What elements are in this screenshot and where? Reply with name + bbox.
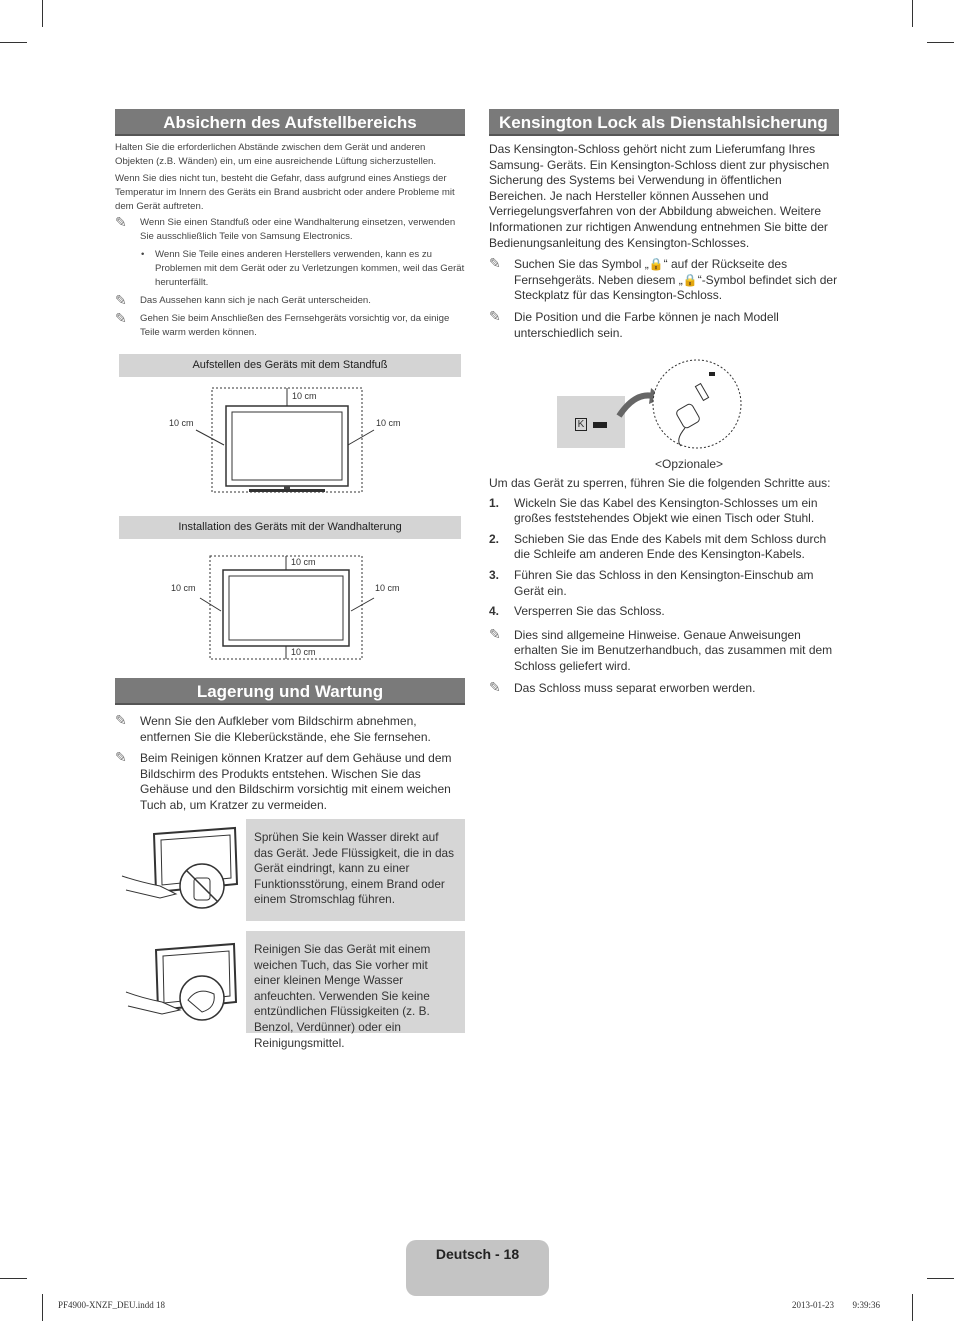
step-item <box>489 532 839 563</box>
note <box>115 751 465 813</box>
crop-mark <box>927 42 954 43</box>
note-text: Dies sind allgemeine Hinweise. Genaue Anweisungen erhalten Sie im Benutzerhandbuch, das zusammen mit dem Schloss geliefert wird. <box>514 627 833 673</box>
note <box>115 216 465 244</box>
wipe-cloth-illustration <box>122 938 242 1028</box>
crop-mark <box>42 0 43 27</box>
bullet-item: • Wenn Sie Teile eines anderen Herstellers verwenden, kann es zu Problemen mit dem Gerät oder zu Verletzungen kommen, weil das Gerät herunterfällt. <box>115 248 465 290</box>
note-text: Das Schloss muss separat erworben werden. <box>514 680 756 695</box>
pencil-note-icon: ✎ <box>115 292 127 308</box>
step-item <box>489 568 839 599</box>
crop-mark <box>927 1278 954 1279</box>
paragraph: Wenn Sie dies nicht tun, besteht die Gefahr, dass aufgrund eines Anstiegs der Temperatur im Innern des Geräts ein Brand ausbricht oder andere Probleme mit dem Gerät auftreten. <box>115 173 455 212</box>
paragraph: Das Kensington-Schloss gehört nicht zum Lieferumfang Ihres Samsung- Geräts. Ein Kensington-Schloss dient zur physischen Sicherung des Systems bei Verwendung in öffentlichen Bereichen. Je nach Hersteller können Aussehen und Verriegelungsverfahren von der Abbildung abweichen. Weitere Informationen zur richtigen Anwendung entnehmen Sie bitte der Bedienungsanleitung des Kensington-Schlosses. <box>489 142 830 250</box>
no-spray-illustration <box>120 824 240 914</box>
kensington-lock-illustration <box>555 356 745 454</box>
crop-mark <box>912 0 913 27</box>
note-text: Gehen Sie beim Anschließen des Fernsehgeräts vorsichtig vor, da einige Teile warm werden können. <box>140 313 450 338</box>
note-text: Die Position und die Farbe können je nach Modell unterschiedlich sein. <box>514 309 779 340</box>
note-text: Wenn Sie einen Standfuß oder eine Wandhalterung einsetzen, verwenden Sie ausschließlich Teile von Samsung Electronics. <box>140 217 456 242</box>
steps-intro: Um das Gerät zu sperren, führen Sie die folgenden Schritte aus: <box>489 476 831 490</box>
info-card-wipe: Reinigen Sie das Gerät mit einem weichen Tuch, das Sie vorher mit einer kleinen Menge Wasser anfeuchten. Verwenden Sie keine entzündlichen Flüssigkeiten (z. B. Benzol, Verdünner) oder ein Reinigungsmittel. <box>246 931 465 1033</box>
footer-timestamp: 2013-01-23 ￿￿ 9:39:36 <box>792 1300 880 1310</box>
footer-filename: PF4900-XNZF_DEU.indd 18 <box>58 1300 166 1310</box>
dimension-label: 10 cm <box>375 583 400 593</box>
crop-mark <box>0 42 27 43</box>
left-column <box>115 109 465 340</box>
pencil-note-icon: ✎ <box>115 749 127 766</box>
note <box>115 312 465 340</box>
paragraph: Halten Sie die erforderlichen Abstände zwischen dem Gerät und anderen Objekten (z.B. Wänden) ein, um eine ausreichende Lüftung sicherzustellen. <box>115 142 437 167</box>
optional-label: <Opzionale> <box>655 457 724 471</box>
step-text: Wickeln Sie das Kabel des Kensington-Schlosses um ein großes feststehendes Objekt wie einen Tisch oder Stuhl. <box>514 495 818 526</box>
note-text: Beim Reinigen können Kratzer auf dem Gehäuse und dem Bildschirm des Produkts entstehen. Wischen Sie das Gehäuse und den Bildschirm vorsichtig mit einem weichen Tuch ab, um Kratzer zu vermeiden. <box>140 751 452 812</box>
section-title-absichern: Absichern des Aufstellbereichs <box>115 109 465 136</box>
dimension-label: 10 cm <box>291 557 316 567</box>
crop-mark <box>42 1294 43 1321</box>
dimension-label: 10 cm <box>291 647 316 657</box>
stand-caption: Aufstellen des Geräts mit dem Standfuß <box>119 354 461 377</box>
lock-steps <box>489 476 839 696</box>
tv-stand-illustration <box>160 385 430 495</box>
dimension-label: 10 cm <box>169 418 194 428</box>
step-text: Versperren Sie das Schloss. <box>514 604 665 619</box>
stand-clearance-diagram <box>160 385 430 495</box>
maintenance-section <box>115 678 465 814</box>
wall-caption: Installation des Geräts mit der Wandhalterung <box>119 516 461 539</box>
note <box>489 307 839 341</box>
step-item <box>489 604 839 620</box>
step-number: 3. <box>489 567 500 582</box>
dimension-label: 10 cm <box>376 418 401 428</box>
note <box>489 678 839 697</box>
pencil-note-icon: ✎ <box>489 678 501 695</box>
step-number: 1. <box>489 495 500 510</box>
wall-clearance-diagram <box>160 553 430 663</box>
dimension-label: 10 cm <box>292 391 317 401</box>
pencil-note-icon: ✎ <box>489 255 501 272</box>
crop-mark <box>0 1278 27 1279</box>
step-item <box>489 496 839 527</box>
right-column <box>489 109 839 341</box>
step-text: Schieben Sie das Ende des Kabels mit dem Schloss durch die Schleife am anderen Ende des Kensington-Kabels. <box>514 531 827 562</box>
page-number-badge: Deutsch - 18 <box>406 1240 549 1296</box>
pencil-note-icon: ✎ <box>115 310 127 326</box>
note-text: Suchen Sie das Symbol „🔒“ auf der Rückseite des Fernsehgeräts. Neben diesem „🔒“-Symbol befindet sich der Steckplatz für das Kensington-Schloss. <box>514 257 838 303</box>
crop-mark <box>912 1294 913 1321</box>
pencil-note-icon: ✎ <box>115 712 127 728</box>
step-number: 4. <box>489 604 500 619</box>
note-text: Wenn Sie den Aufkleber vom Bildschirm abnehmen, entfernen Sie die Kleberückstände, ehe Sie fernsehen. <box>140 714 431 744</box>
pencil-note-icon: ✎ <box>489 307 501 324</box>
section-title-lagerung: Lagerung und Wartung <box>115 678 465 705</box>
pencil-note-icon: ✎ <box>115 214 127 230</box>
note <box>489 257 839 304</box>
note <box>489 625 839 675</box>
note-text: Das Aussehen kann sich je nach Gerät unterscheiden. <box>140 295 371 306</box>
section-title-kensington: Kensington Lock als Dienstahlsicherung <box>489 109 839 136</box>
warning-card-spray: Sprühen Sie kein Wasser direkt auf das Gerät. Jede Flüssigkeit, die in das Gerät eindringt, kann zu einer Funktionsstörung, einem Brand oder einem Stromschlag führen. <box>246 819 465 921</box>
note <box>115 714 465 745</box>
step-text: Führen Sie das Schloss in den Kensington-Einschub am Gerät ein. <box>514 567 814 598</box>
pencil-note-icon: ✎ <box>489 625 501 642</box>
step-number: 2. <box>489 531 500 546</box>
dimension-label: 10 cm <box>171 583 196 593</box>
note <box>115 294 465 308</box>
kensington-k-icon: K <box>575 418 587 431</box>
